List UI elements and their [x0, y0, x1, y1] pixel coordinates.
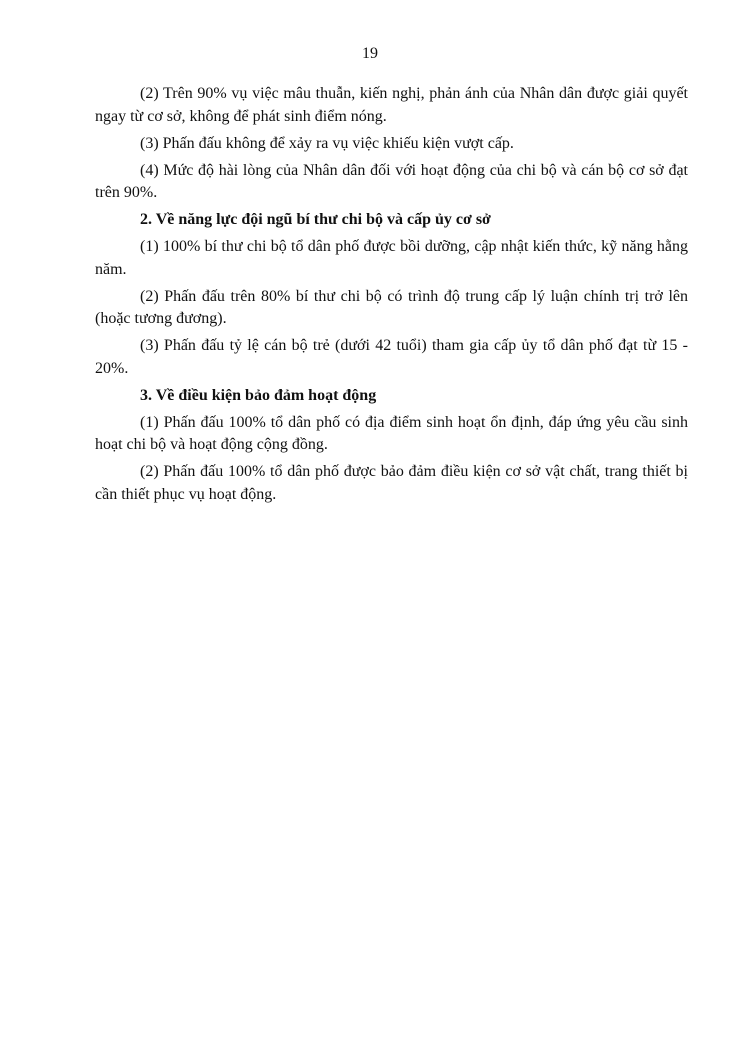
target-item-no-escalated-complaints: (3) Phấn đấu không để xảy ra vụ việc khiếu kiện vượt cấp. [140, 134, 514, 152]
target-item-secretary-training: (1) 100% bí thư chi bộ tổ dân phố được bồi dưỡng, cập nhật kiến thức, kỹ năng hằng năm. [95, 238, 688, 278]
target-item-satisfaction-level: (4) Mức độ hài lòng của Nhân dân đối với hoạt động của chi bộ và cán bộ cơ sở đạt trên 90%. [95, 161, 688, 201]
target-item-political-theory-level: (2) Phấn đấu trên 80% bí thư chi bộ có trình độ trung cấp lý luận chính trị trở lên (hoặc tương đương). [95, 287, 688, 327]
section-heading-secretary-capacity: 2. Về năng lực đội ngũ bí thư chi bộ và cấp ủy cơ sở [140, 211, 491, 228]
target-item-young-cadres-ratio: (3) Phấn đấu tỷ lệ cán bộ trẻ (dưới 42 tuổi) tham gia cấp ủy tổ dân phố đạt từ 15 - 20%. [95, 337, 688, 377]
target-item-disputes-resolved: (2) Trên 90% vụ việc mâu thuẫn, kiến nghị, phản ánh của Nhân dân được giải quyết ngay từ cơ sở, không để phát sinh điểm nóng. [95, 85, 688, 125]
document-body [95, 83, 688, 511]
target-item-facilities-equipment: (2) Phấn đấu 100% tổ dân phố được bảo đảm điều kiện cơ sở vật chất, trang thiết bị cần thiết phục vụ hoạt động. [95, 463, 688, 503]
section-heading-operating-conditions: 3. Về điều kiện bảo đảm hoạt động [140, 386, 377, 404]
target-item-meeting-location: (1) Phấn đấu 100% tổ dân phố có địa điểm sinh hoạt ổn định, đáp ứng yêu cầu sinh hoạt chi bộ và hoạt động cộng đồng. [95, 413, 688, 453]
page-number: 19 [362, 45, 378, 62]
